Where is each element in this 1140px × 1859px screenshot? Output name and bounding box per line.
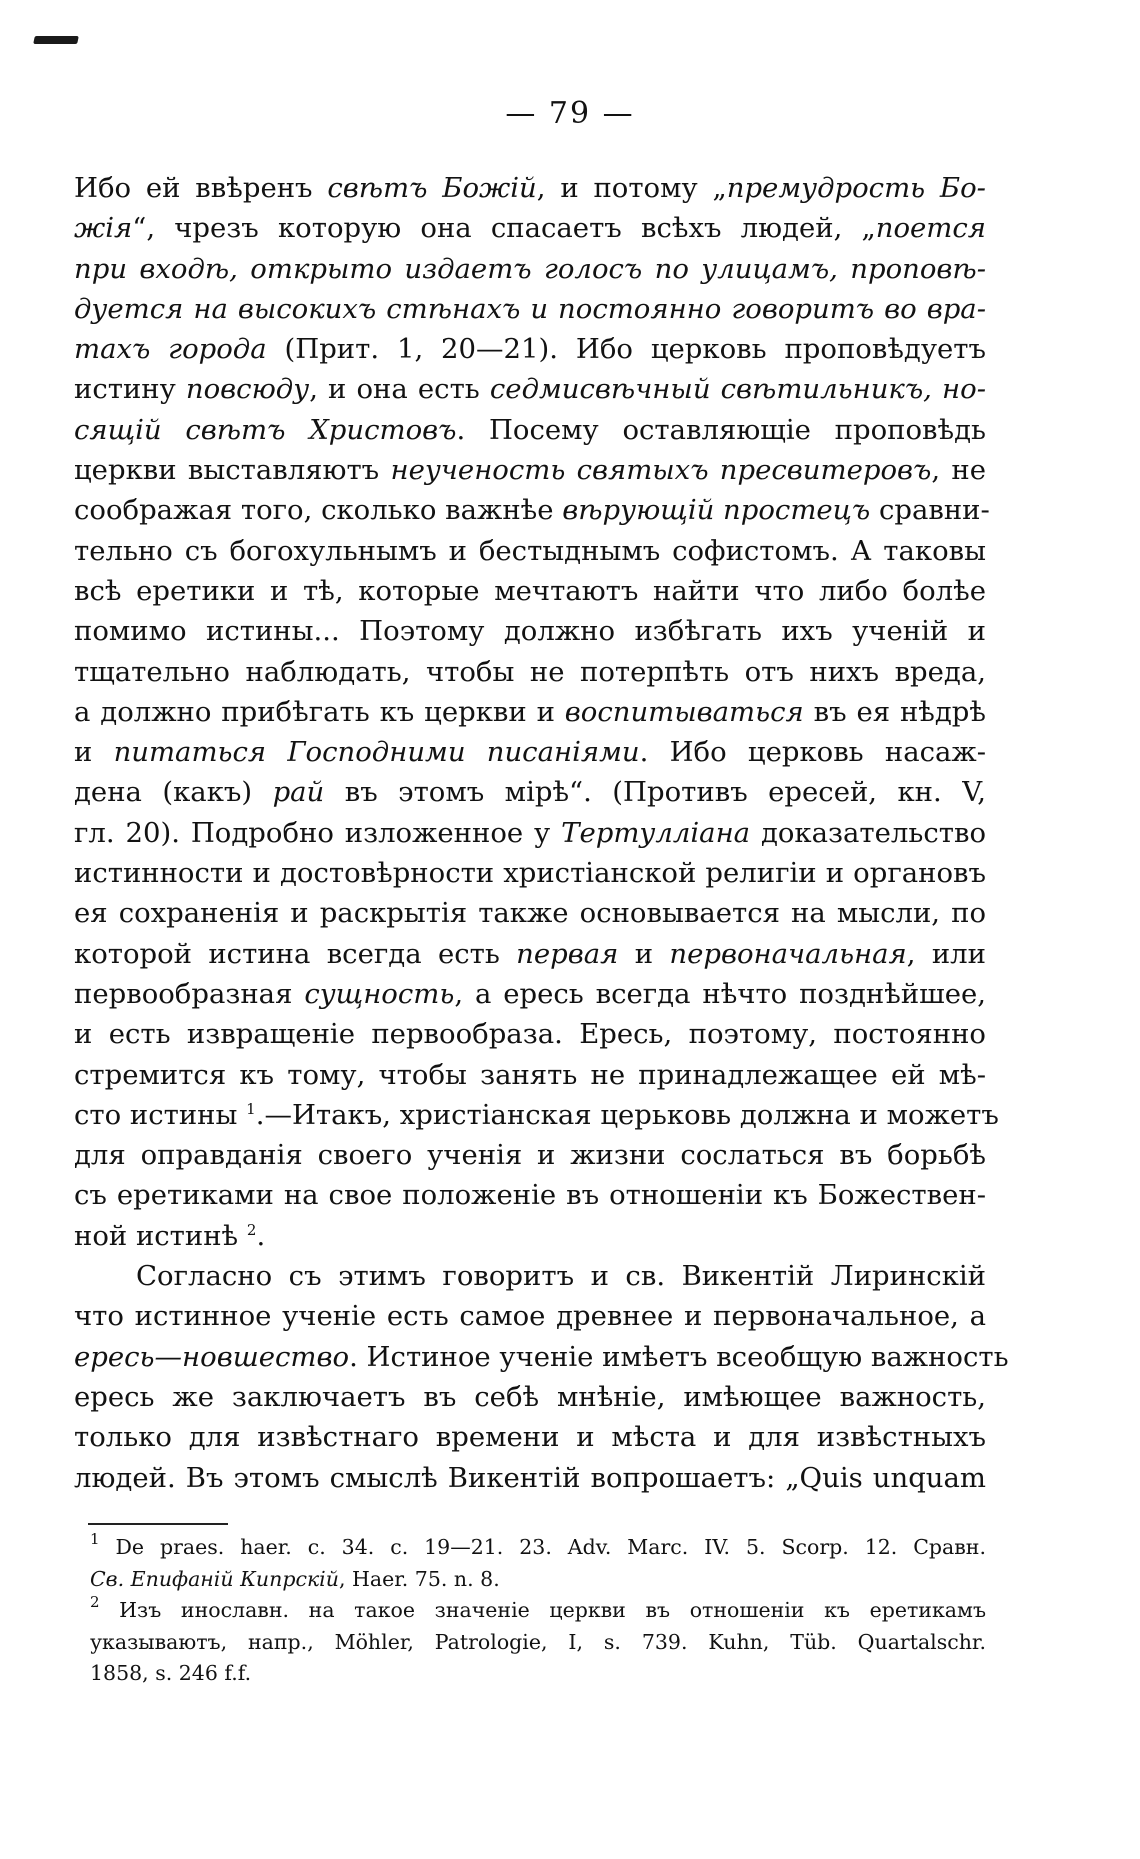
print-mark (33, 36, 79, 44)
text-line: ересь же заключаетъ въ себѣ мнѣніе, имѣющее важность, (74, 1380, 986, 1413)
text-line: только для извѣстнаго времени и мѣста и для извѣстныхъ (74, 1421, 986, 1454)
footnote-2: $^2$ Изъ инославн. на такое значеніе церкви въ отношеніи къ еретикамъ (90, 1593, 986, 1622)
text-line: всѣ еретики и тѣ, которые мечтаютъ найти что либо болѣе (74, 574, 986, 607)
text-line: для оправданія своего ученія и жизни сослаться въ борьбѣ (74, 1139, 986, 1172)
text-line: первообразная сущность, а ересь всегда нѣчто позднѣйшее, (74, 977, 987, 1010)
text-line: истину повсюду, и она есть седмисвѣчный свѣтильникъ, но- (74, 373, 986, 406)
text-line: дуется на высокихъ стѣнахъ и постоянно говоритъ во вра- (74, 292, 986, 325)
text-line: гл. 20). Подробно изложенное у Тертулліана доказательство (74, 816, 986, 849)
text-line: ересь—новшество. Истиное ученіе имѣетъ всеобщую важность (74, 1340, 1009, 1373)
text-line: людей. Въ этомъ смыслѣ Викентій вопрошаетъ: „Quis unquam (74, 1461, 986, 1494)
main-text (74, 168, 1009, 1498)
text-line: которой истина всегда есть первая и первоначальная, или (74, 937, 986, 970)
text-line: ея сохраненія и раскрытія также основывается на мысли, по (74, 897, 986, 930)
text-line: дена (какъ) рай въ этомъ мірѣ“. (Противъ ересей, кн. V, (74, 776, 986, 809)
text-line: съ еретиками на свое положеніе въ отношеніи къ Божествен- (74, 1179, 986, 1212)
text-line: и питаться Господними писаніями. Ибо церковь насаж- (74, 736, 986, 769)
text-line: Согласно съ этимъ говоритъ и св. Викентій Лиринскій (136, 1260, 986, 1293)
text-line: истинности и достовѣрности христіанской религіи и органовъ (74, 857, 986, 890)
footnote-ref: 2 (246, 1220, 257, 1239)
text-line: жія“, чрезъ которую она спасаетъ всѣхъ людей, „поется (74, 212, 986, 245)
text-line: тщательно наблюдать, чтобы не потерпѣть отъ нихъ вреда, (74, 655, 986, 688)
text-line: а должно прибѣгать къ церкви и воспитываться въ ея нѣдрѣ (74, 695, 986, 728)
text-line: Ибо ей ввѣренъ свѣтъ Божій, и потому „премудрость Бо- (74, 172, 986, 204)
footnote-1-cont: Св. Епифаній Кипрскій, Haer. 75. n. 8. (90, 1566, 500, 1591)
text-line: помимо истины... Поэтому должно избѣгать ихъ ученій и (74, 615, 986, 648)
text-line: тахъ города (Прит. 1, 20—21). Ибо церковь проповѣдуетъ (74, 333, 986, 366)
footnote-2-cont: указываютъ, напр., Möhler, Patrologie, I, s. 739. Kuhn, Tüb. Quartalschr. (90, 1629, 986, 1654)
text-line: ной истинѣ $^2$. (74, 1219, 266, 1252)
text-line: церкви выставляютъ неученость святыхъ пресвитеровъ, не (74, 454, 986, 487)
text-line: тельно съ богохульнымъ и бестыднымъ софистомъ. А таковы (74, 534, 986, 567)
footnote-1: $^1$ De praes. haer. c. 34. c. 19—21. 23. Adv. Marc. IV. 5. Scorp. 12. Сравн. (90, 1530, 986, 1559)
text-line: соображая того, сколько важнѣе вѣрующій простецъ сравни- (74, 494, 990, 527)
page-number: — 79 — (505, 96, 635, 131)
footnote-ref: 1 (246, 1099, 256, 1118)
footnote-2-end: 1858, s. 246 f.f. (90, 1661, 252, 1685)
footnote-rule (88, 1523, 228, 1525)
text-line: сто истины $^1$.—Итакъ, христіанская церьковь должна и можетъ (74, 1098, 999, 1131)
text-line: сящій свѣтъ Христовъ. Посему оставляющіе проповѣдь (74, 413, 986, 446)
text-line: при входѣ, открыто издаетъ голосъ по улицамъ, проповѣ- (74, 252, 986, 285)
text-line: что истинное ученіе есть самое древнее и первоначальное, а (74, 1300, 986, 1333)
text-line: стремится къ тому, чтобы занять не принадлежащее ей мѣ- (74, 1058, 986, 1091)
text-line: и есть извращеніе первообраза. Ересь, поэтому, постоянно (74, 1018, 986, 1051)
footnotes (90, 1532, 986, 1690)
